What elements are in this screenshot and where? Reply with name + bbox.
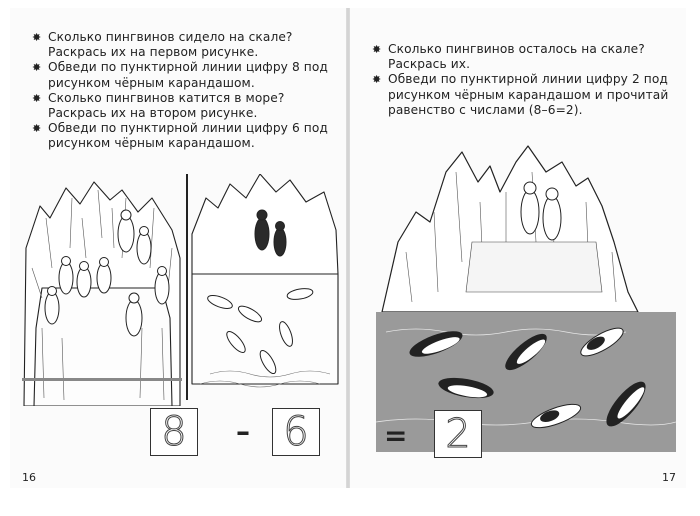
instruction-item: ✸ Обведи по пунктирной линии цифру 8 под рисунком чёрным карандашом. [32,60,328,90]
instruction-item: ✸ Обведи по пунктирной линии цифру 6 под рисунком чёрным карандашом. [32,121,328,151]
instruction-item: ✸ Сколько пингвинов осталось на скале? Раскрась их. [372,42,645,72]
bullet-icon: ✸ [372,43,382,56]
rock-illustration-1 [22,178,184,406]
bullet-icon: ✸ [32,122,42,136]
bullet-icon: ✸ [32,91,42,105]
page-number: 17 [662,471,676,484]
bullet-icon: ✸ [32,61,42,75]
right-instructions [372,42,672,118]
divider-line [186,174,188,400]
instruction-item: ✸ Сколько пингвинов сидело на скале? Раскрась их на первом рисунке. [32,30,293,60]
equals-sign: = [384,419,408,452]
page-number: 16 [22,471,36,484]
right-page [350,8,686,488]
sea-illustration [376,142,676,452]
digit-box-two[interactable]: 2 [434,410,482,458]
sea-area [376,312,676,452]
digit-box-six[interactable]: 6 [272,408,320,456]
minus-sign: – [236,415,250,448]
digit-box-eight[interactable]: 8 [150,408,198,456]
bullet-icon: ✸ [372,73,382,87]
rock-illustration-2 [190,174,340,404]
instruction-item: ✸ Сколько пингвинов катится в море? Раскрась их на втором рисунке. [32,90,285,121]
left-page [10,8,346,488]
left-instructions [32,30,332,152]
bullet-icon: ✸ [32,31,42,44]
instruction-item: ✸ Обведи по пунктирной линии цифру 2 под рисунком чёрным карандашом и прочитай равенство с числами (8–6=2). [372,72,669,117]
